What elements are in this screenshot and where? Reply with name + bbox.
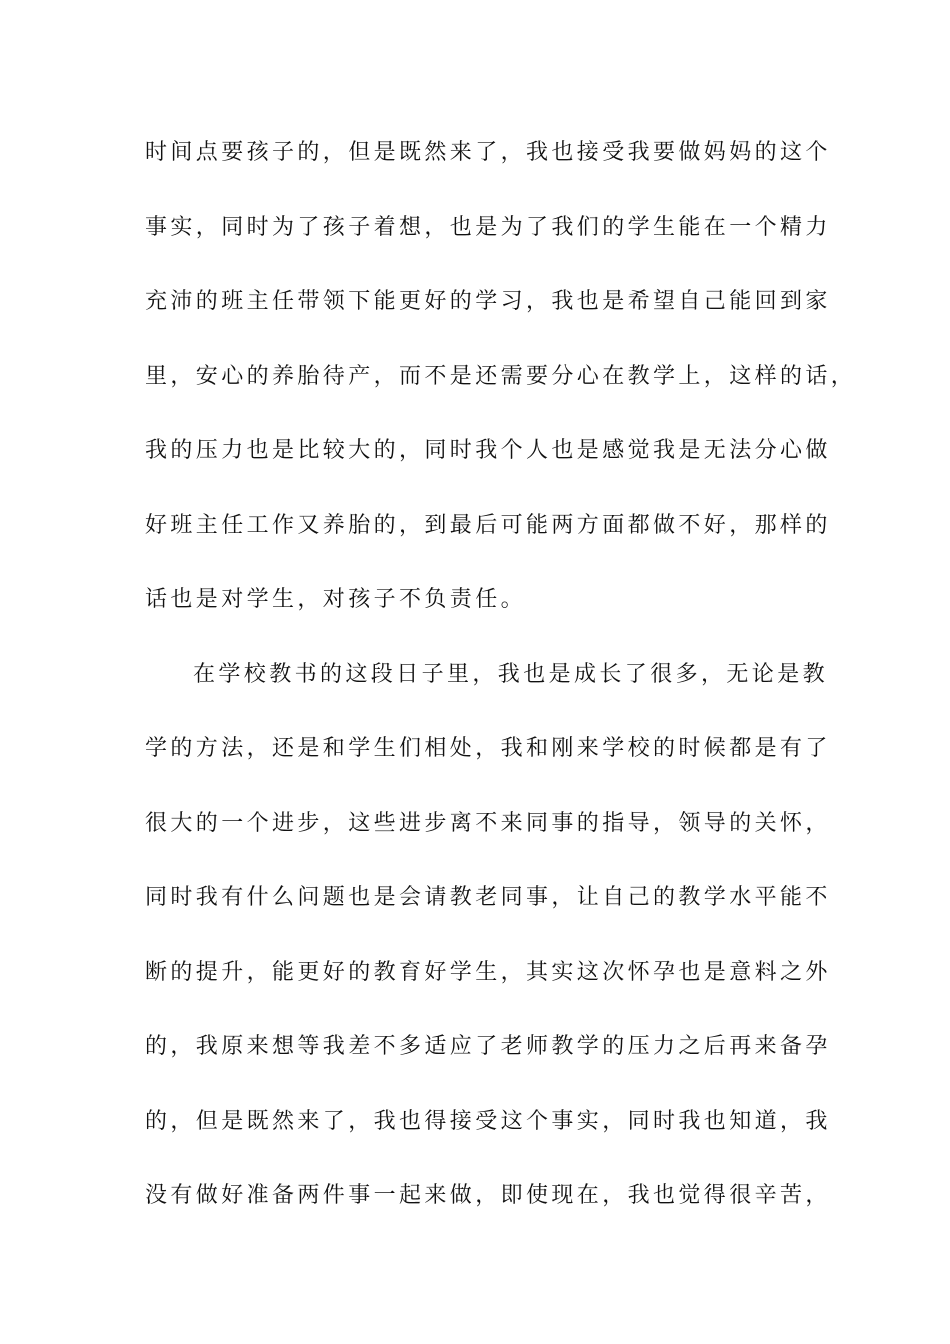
paragraph-start-line: 在学校教书的这段日子里，我也是成长了很多，无论是教 [193,661,829,687]
text-line: 同时我有什么问题也是会请教老同事，让自己的教学水平能不 [145,885,831,910]
text-line: 时间点要孩子的，但是既然来了，我也接受我要做妈妈的这个 [145,140,831,165]
text-line: 的，我原来想等我差不多适应了老师教学的压力之后再来备孕 [145,1034,831,1059]
text-line: 的，但是既然来了，我也得接受这个事实，同时我也知道，我 [145,1108,831,1134]
text-line: 好班主任工作又养胎的，到最后可能两方面都做不好，那样的 [145,512,831,538]
text-line: 没有做好准备两件事一起来做，即使现在，我也觉得很辛苦， [145,1183,831,1208]
text-line: 我的压力也是比较大的，同时我个人也是感觉我是无法分心做 [145,438,831,463]
body-text [145,130,857,1248]
text-line: 断的提升，能更好的教育好学生，其实这次怀孕也是意料之外 [145,959,831,985]
text-line: 话也是对学生，对孩子不负责任。 [145,587,527,612]
text-line: 很大的一个进步，这些进步离不来同事的指导，领导的关怀， [145,810,831,836]
text-line: 学的方法，还是和学生们相处，我和刚来学校的时候都是有了 [145,736,831,761]
text-line: 里，安心的养胎待产，而不是还需要分心在教学上，这样的话， [145,363,857,389]
text-line: 充沛的班主任带领下能更好的学习，我也是希望自己能回到家 [145,289,831,314]
text-line: 事实，同时为了孩子着想，也是为了我们的学生能在一个精力 [145,214,831,240]
